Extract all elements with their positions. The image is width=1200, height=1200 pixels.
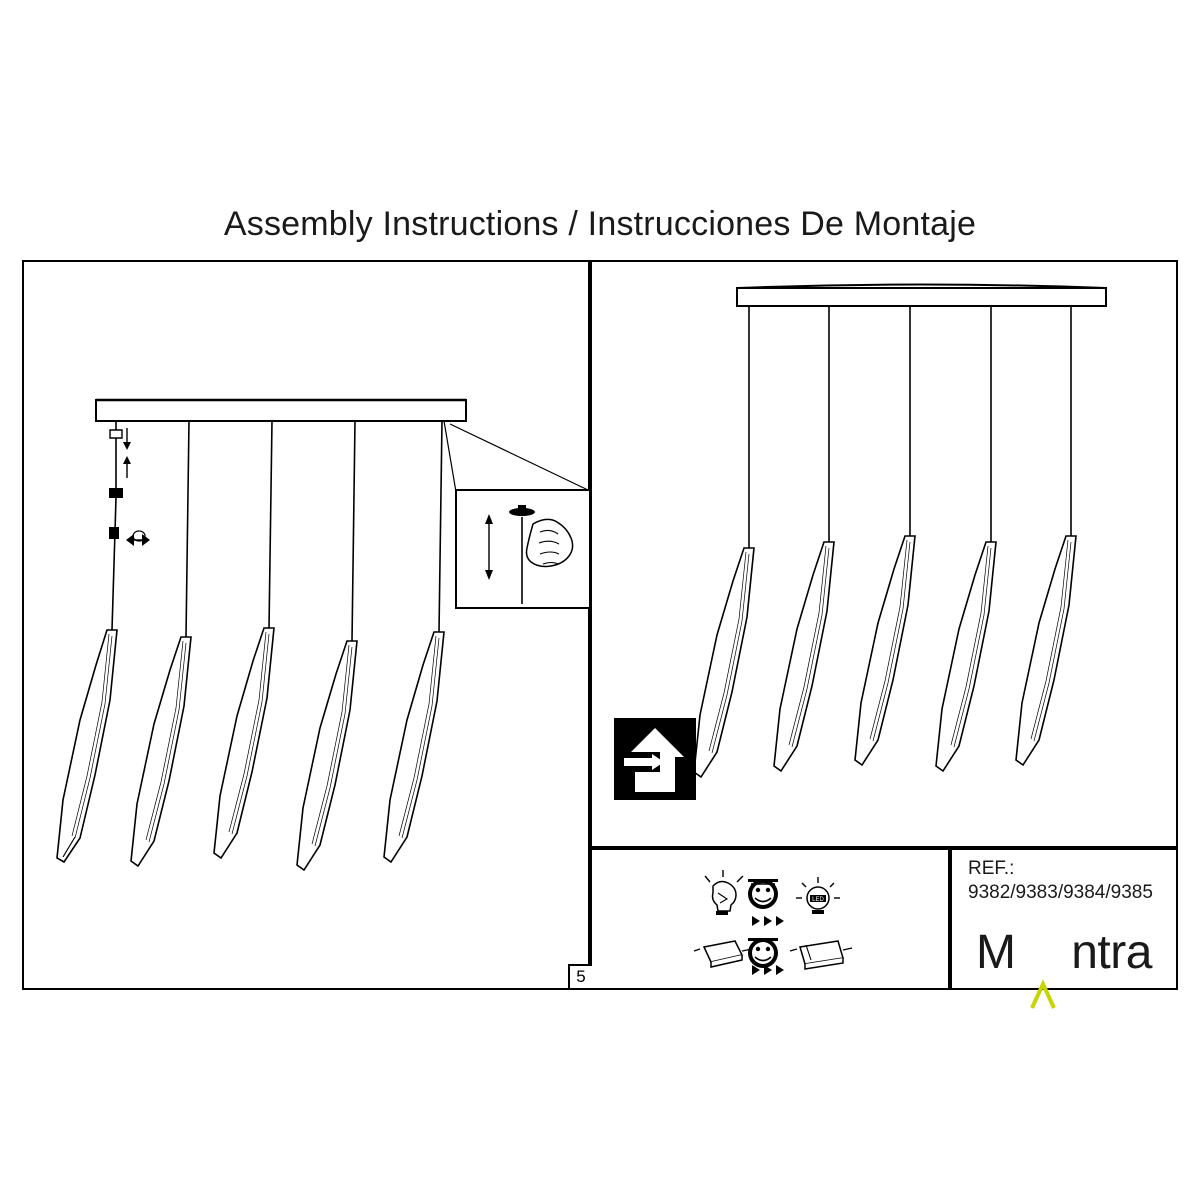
left-pendant-3 [214, 421, 274, 858]
right-pendant-5 [1016, 306, 1076, 765]
broken-bulb-icon [705, 870, 743, 915]
annotation-arrow-up [123, 456, 131, 478]
right-pendant-1 [694, 306, 754, 777]
house-arrow-icon [614, 718, 696, 800]
reference-value: 9382/9383/9384/9385 [968, 882, 1153, 903]
accent-chevron-icon [1028, 974, 1058, 1016]
brand-name-suffix: ntra [1071, 926, 1152, 979]
reference-label: REF.: [968, 858, 1015, 879]
triple-triangle-arrow-icon-1 [752, 916, 784, 926]
right-pendant-4 [936, 306, 996, 771]
new-driver-icon [790, 941, 852, 969]
left-pendant-1 [57, 421, 123, 862]
cable-gripper-detail-box [456, 490, 590, 608]
brand-logo [950, 925, 1178, 980]
right-ceiling-plate [737, 285, 1106, 307]
page-number: 5 [568, 964, 592, 990]
svg-text:LED: LED [812, 897, 824, 903]
right-pendant-3 [855, 306, 915, 765]
left-pendant-5 [384, 421, 444, 862]
led-lamp-icon [796, 877, 840, 914]
page-title: Assembly Instructions / Instrucciones De Montaje [223, 205, 977, 243]
old-driver-icon [694, 941, 752, 967]
power-off-warning-icon-2 [748, 938, 778, 968]
left-pendant-2 [131, 421, 191, 866]
annotation-arrow-down [123, 428, 131, 450]
power-off-warning-icon-1 [748, 879, 778, 909]
annotation-rotate [126, 531, 150, 546]
detail-callout-leader [444, 421, 588, 492]
brand-name-prefix: M [976, 926, 1016, 979]
left-pendant-4 [297, 421, 357, 870]
right-pendant-2 [774, 306, 834, 771]
left-ceiling-plate [96, 400, 466, 421]
